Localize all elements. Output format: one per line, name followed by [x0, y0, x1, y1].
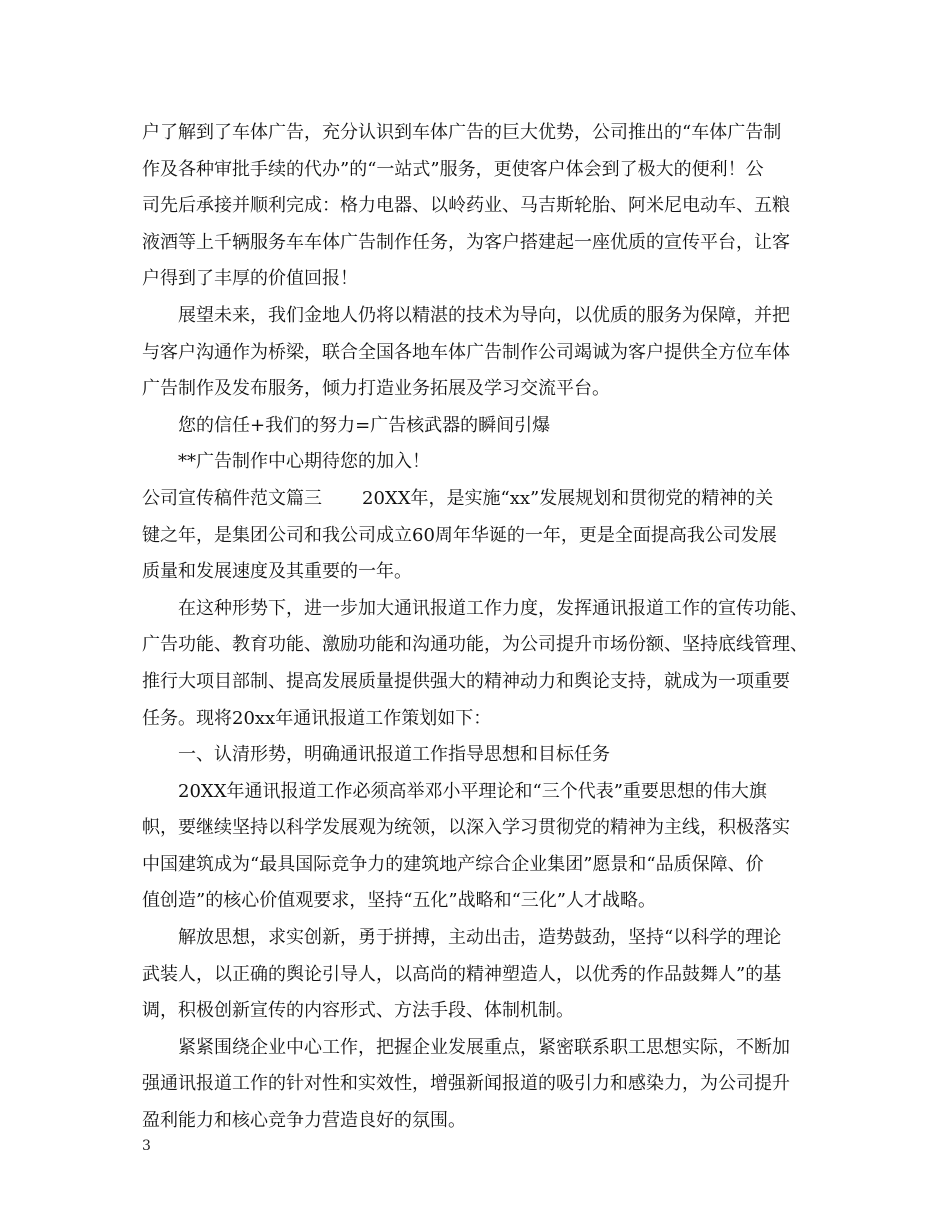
text-line: 推行大项目部制、提高发展质量提供强大的精神动力和舆论支持，就成为一项重要: [142, 670, 790, 692]
text-line: 强通讯报道工作的针对性和实效性，增强新闻报道的吸引力和感染力，为公司提升: [142, 1073, 790, 1095]
page-number: 3: [142, 1138, 151, 1154]
text-line: 户了解到了车体广告，充分认识到车体广告的巨大优势，公司推出的“车体广告制: [142, 122, 782, 143]
text-line: 与客户沟通作为桥梁，联合全国各地车体广告制作公司竭诚为客户提供全方位车体: [142, 341, 790, 363]
paragraph-first-line: 在这种形势下，进一步加大通讯报道工作力度，发挥通讯报道工作的宣传功能、: [178, 597, 808, 619]
text-line: 帜，要继续坚持以科学发展观为统领，以深入学习贯彻党的精神为主线，积极落实: [142, 817, 790, 839]
text-line: 广告制作及发布服务，倾力打造业务拓展及学习交流平台。: [142, 378, 610, 400]
slogan-line: 您的信任+我们的努力=广告核武器的瞬间引爆: [178, 414, 551, 436]
text-line: 键之年，是集团公司和我公司成立60周年华诞的一年，更是全面提高我公司发展: [142, 524, 777, 546]
text-line: 任务。现将20xx年通讯报道工作策划如下：: [142, 707, 492, 729]
text-line: 中国建筑成为“最具国际竞争力的建筑地产综合企业集团”愿景和“品质保障、价: [142, 853, 764, 875]
text-line: 液酒等上千辆服务车车体广告制作任务，为客户搭建起一座优质的宣传平台，让客: [142, 231, 790, 253]
text-line: 盈利能力和核心竞争力营造良好的氛围。: [142, 1110, 466, 1132]
text-line: 户得到了丰厚的价值回报！: [142, 268, 358, 290]
text-line: 司先后承接并顺利完成：格力电器、以岭药业、马吉斯轮胎、阿米尼电动车、五粮: [142, 195, 790, 217]
document-body: [142, 115, 830, 1140]
text-line: 作及各种审批手续的代办”的“一站式”服务，更使客户体会到了极大的便利！公: [142, 158, 764, 180]
text-line: 质量和发展速度及其重要的一年。: [142, 561, 412, 583]
subheading-line: 一、认清形势，明确通讯报道工作指导思想和目标任务: [178, 744, 610, 766]
section-heading: 公司宣传稿件范文篇三: [142, 487, 322, 509]
paragraph-first-line: 展望未来，我们金地人仍将以精湛的技术为导向，以优质的服务为保障，并把: [178, 304, 790, 326]
section-opening-text: 20XX年，是实施“xx”发展规划和贯彻党的精神的关: [362, 487, 774, 509]
paragraph-first-line: 20XX年通讯报道工作必须高举邓小平理论和“三个代表”重要思想的伟大旗: [178, 780, 767, 802]
text-line: 广告功能、教育功能、激励功能和沟通功能，为公司提升市场份额、坚持底线管理、: [142, 634, 808, 656]
section-heading-line: [142, 481, 830, 518]
invitation-line: **广告制作中心期待您的加入！: [178, 451, 430, 473]
text-line: 值创造”的核心价值观要求，坚持“五化”战略和“三化”人才战略。: [142, 890, 657, 912]
text-line: 调，积极创新宣传的内容形式、方法手段、体制机制。: [142, 1000, 574, 1022]
paragraph-first-line: 紧紧围绕企业中心工作，把握企业发展重点，紧密联系职工思想实际，不断加: [178, 1036, 790, 1058]
paragraph-first-line: 解放思想，求实创新，勇于拼搏，主动出击，造势鼓劲，坚持“以科学的理论: [178, 927, 782, 949]
text-line: 武装人，以正确的舆论引导人，以高尚的精神塑造人，以优秀的作品鼓舞人”的基: [142, 963, 782, 985]
